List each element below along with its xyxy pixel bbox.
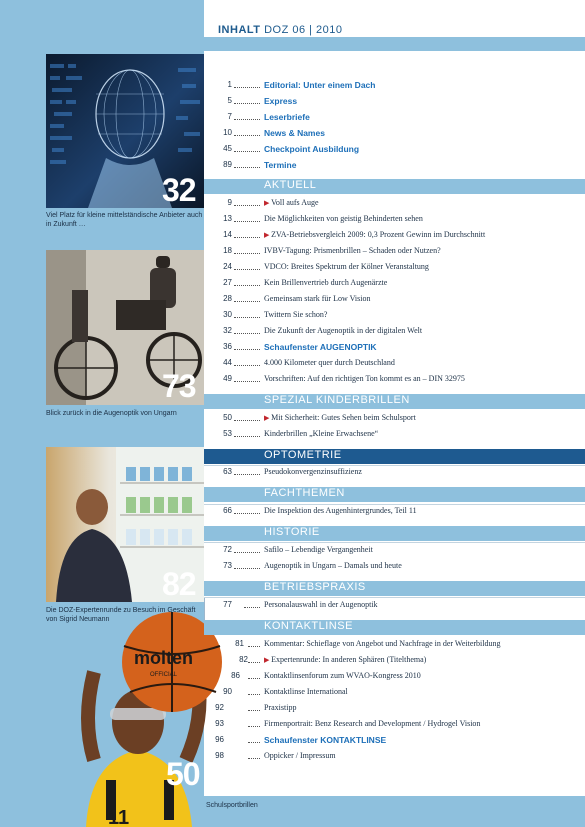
header-issue: DOZ 06 | 2010: [264, 24, 343, 36]
toc-title-text: Schaufenster AUGENOPTIK: [264, 342, 377, 352]
arrow-right-icon: ▶: [264, 231, 272, 239]
toc-title-text: Personalauswahl in der Augenoptik: [264, 600, 378, 609]
toc-title: [264, 545, 373, 554]
toc-title: [264, 751, 336, 760]
page-header: [218, 24, 343, 36]
toc-leader-dots: [234, 237, 260, 238]
toc-page-number: 63: [223, 467, 232, 476]
toc-title-text: Augenoptik in Ungarn – Damals und heute: [264, 561, 402, 570]
toc-page-number: 98: [215, 751, 224, 760]
toc-page-number: 92: [215, 703, 224, 712]
toc-title: [264, 639, 500, 648]
toc-entry[interactable]: [204, 687, 585, 703]
section-bar-optometrie: [204, 448, 585, 464]
section-title: SPEZIAL KINDERBRILLEN: [264, 394, 410, 406]
toc-title: [264, 198, 319, 207]
toc-entry[interactable]: [204, 655, 585, 671]
toc-title-text: Expertenrunde: In anderen Sphären (Titelthema): [271, 655, 427, 664]
toc-title: [264, 467, 362, 476]
toc-entry[interactable]: [204, 198, 585, 214]
toc-title: [264, 96, 297, 106]
photo-caption: Viel Platz für kleine mittelständische Anbieter auch in Zukunft …: [46, 212, 203, 228]
toc-title-text: Leserbriefe: [264, 112, 310, 122]
toc-leader-dots: [234, 301, 260, 302]
toc-leader-dots: [244, 607, 260, 608]
toc-title-text: Pseudokonvergenzinsuffizienz: [264, 467, 362, 476]
toc-page-number: 5: [227, 96, 232, 105]
toc-title: [264, 655, 426, 664]
toc-leader-dots: [234, 151, 260, 152]
section-bar-betriebspraxis: [204, 580, 585, 596]
section-bar-aktuell: [204, 178, 585, 194]
section-title: BETRIEBSPRAXIS: [264, 581, 366, 593]
toc-title: [264, 561, 402, 570]
toc-leader-dots: [234, 552, 260, 553]
toc-entry[interactable]: [204, 639, 585, 655]
toc-entry[interactable]: [204, 751, 585, 767]
toc-page-number: 28: [223, 294, 232, 303]
toc-page-number: 73: [223, 561, 232, 570]
toc-title: [264, 310, 327, 319]
toc-page-number: 27: [223, 278, 232, 287]
toc-leader-dots: [234, 135, 260, 136]
toc-page-number: 10: [223, 128, 232, 137]
toc-leader-dots: [234, 420, 260, 421]
toc-title: [264, 278, 387, 287]
toc-title: [264, 262, 429, 271]
ball-sub-text: OFFICIAL: [150, 672, 178, 678]
toc-leader-dots: [234, 87, 260, 88]
toc-page-number: 7: [227, 112, 232, 121]
toc-page-number: 18: [223, 246, 232, 255]
toc-title-text: Kommentar: Schieflage von Angebot und Nachfrage in der Weiterbildung: [264, 639, 501, 648]
toc-title: [264, 506, 417, 515]
toc-leader-dots: [234, 436, 260, 437]
toc-page-number: 53: [223, 429, 232, 438]
toc-leader-dots: [234, 221, 260, 222]
toc-page-number: 44: [223, 358, 232, 367]
toc-leader-dots: [248, 742, 260, 743]
toc-title: [264, 342, 377, 352]
photo-caption: Schulsportbrillen: [206, 802, 258, 809]
toc-title: [264, 80, 375, 90]
toc-leader-dots: [234, 285, 260, 286]
toc-leader-dots: [248, 710, 260, 711]
toc-title: [264, 735, 386, 745]
photo-caption: Blick zurück in die Augenoptik von Ungarn: [46, 410, 177, 417]
toc-title-text: Firmenportrait: Benz Research and Development / Hydrogel Vision: [264, 719, 481, 728]
toc-entry[interactable]: [204, 735, 585, 751]
photo-number: 82: [162, 566, 196, 602]
toc-leader-dots: [248, 726, 260, 727]
toc-leader-dots: [234, 333, 260, 334]
toc-entry[interactable]: [204, 561, 585, 577]
toc-title-text: VDCO: Breites Spektrum der Kölner Veranstaltung: [264, 262, 429, 271]
toc-leader-dots: [234, 119, 260, 120]
divider: [204, 504, 585, 505]
jersey-number: 11: [108, 807, 130, 827]
divider: [204, 597, 585, 598]
toc-title-text: Safilo – Lebendige Vergangenheit: [264, 545, 373, 554]
arrow-right-icon: ▶: [264, 414, 272, 422]
toc-page-number: 66: [223, 506, 232, 515]
ball-brand-text: molten: [134, 648, 194, 668]
toc-title: [264, 600, 378, 609]
toc-title-text: Kontaktlinsenforum zum WVAO-Kongress 2010: [264, 671, 421, 680]
toc-leader-dots: [234, 474, 260, 475]
toc-title: [264, 326, 422, 335]
toc-page-number: 72: [223, 545, 232, 554]
toc-leader-dots: [234, 103, 260, 104]
toc-title: [264, 112, 310, 122]
toc-page-number: 24: [223, 262, 232, 271]
photo-number: 50: [166, 756, 200, 792]
toc-title-text: Voll aufs Auge: [271, 198, 319, 207]
toc-entry[interactable]: [204, 506, 585, 522]
toc-page-number: 1: [227, 80, 232, 89]
toc-title: [264, 429, 378, 438]
toc-leader-dots: [248, 694, 260, 695]
toc-title-text: Kinderbrillen „Kleine Erwachsene“: [264, 429, 379, 438]
toc-leader-dots: [234, 167, 260, 168]
toc-entry[interactable]: [204, 160, 585, 176]
toc-entry[interactable]: [204, 719, 585, 735]
section-bar-spezial: [204, 393, 585, 409]
toc-title-text: Oppicker / Impressum: [264, 751, 336, 760]
toc-leader-dots: [234, 269, 260, 270]
toc-entry[interactable]: [204, 358, 585, 374]
toc-entry[interactable]: [204, 600, 585, 616]
toc-title: [264, 214, 423, 223]
toc-entry[interactable]: [204, 342, 585, 358]
arrow-right-icon: ▶: [264, 656, 272, 664]
toc-leader-dots: [234, 349, 260, 350]
toc-page-number: 13: [223, 214, 232, 223]
photo-number: 73: [162, 368, 196, 404]
toc-title: [264, 144, 359, 154]
toc-title: [264, 294, 370, 303]
toc-leader-dots: [234, 513, 260, 514]
toc-leader-dots: [248, 646, 260, 647]
toc-leader-dots: [248, 678, 260, 679]
toc-leader-dots: [234, 253, 260, 254]
toc-entry[interactable]: [204, 326, 585, 342]
toc-page-number: 86: [231, 671, 240, 680]
toc-page-number: 77: [223, 600, 232, 609]
toc-title: [264, 413, 416, 422]
toc-entry[interactable]: [204, 262, 585, 278]
toc-entry[interactable]: [204, 467, 585, 483]
section-title: AKTUELL: [264, 179, 317, 191]
toc-title-text: Express: [264, 96, 298, 106]
toc-entry[interactable]: [204, 128, 585, 144]
toc-page-number: 14: [223, 230, 232, 239]
toc-page-number: 49: [223, 374, 232, 383]
toc-entry[interactable]: [204, 144, 585, 160]
toc-entry[interactable]: [204, 246, 585, 262]
toc-title: [264, 703, 296, 712]
toc-entry[interactable]: [204, 80, 585, 96]
toc-title-text: Kontaktlinse International: [264, 687, 348, 696]
toc-leader-dots: [248, 758, 260, 759]
toc-title: [264, 230, 485, 239]
toc-page-number: 45: [223, 144, 232, 153]
toc-entry[interactable]: [204, 374, 585, 390]
section-title: FACHTHEMEN: [264, 487, 345, 499]
toc-entry[interactable]: [204, 310, 585, 326]
header-band: [204, 37, 585, 51]
toc-title-text: Schaufenster KONTAKTLINSE: [264, 735, 387, 745]
toc-leader-dots: [234, 568, 260, 569]
toc-page-number: 32: [223, 326, 232, 335]
toc-page-number: 50: [223, 413, 232, 422]
toc-page-number: 36: [223, 342, 232, 351]
section-bar-kontaktlinse: [204, 619, 585, 635]
toc-entry[interactable]: [204, 294, 585, 310]
toc-title-text: Die Inspektion des Augenhintergrundes, Teil 11: [264, 506, 417, 515]
toc-title-text: Kein Brillenvertrieb durch Augenärzte: [264, 278, 388, 287]
section-title: HISTORIE: [264, 526, 320, 538]
toc-title: [264, 358, 395, 367]
toc-title: [264, 246, 441, 255]
toc-title-text: 4.000 Kilometer quer durch Deutschland: [264, 358, 395, 367]
toc-page-number: 93: [215, 719, 224, 728]
toc-title: [264, 719, 480, 728]
toc-title-text: Die Zukunft der Augenoptik in der digitalen Welt: [264, 326, 423, 335]
photo-caption: Die DOZ-Expertenrunde zu Besuch im Geschäft von Sigrid Neumann: [46, 607, 196, 623]
section-title: OPTOMETRIE: [264, 449, 342, 461]
toc-page-number: 9: [227, 198, 232, 207]
toc-entry[interactable]: [204, 413, 585, 429]
toc-entry[interactable]: [204, 112, 585, 128]
toc-title: [264, 160, 296, 170]
toc-title: [264, 374, 465, 383]
toc-title-text: IVBV-Tagung: Prismenbrillen – Schaden oder Nutzen?: [264, 246, 441, 255]
section-bar-historie: [204, 525, 585, 541]
toc-title-text: Vorschriften: Auf den richtigen Ton kommt es an – DIN 32975: [264, 374, 465, 383]
toc-title: [264, 128, 325, 138]
divider: [204, 465, 585, 466]
toc-entry[interactable]: [204, 278, 585, 294]
toc-title-text: Editorial: Unter einem Dach: [264, 80, 376, 90]
toc-entry[interactable]: [204, 230, 585, 246]
toc-entry[interactable]: [204, 545, 585, 561]
toc-title: [264, 687, 348, 696]
toc-title-text: Mit Sicherheit: Gutes Sehen beim Schulsport: [271, 413, 416, 422]
toc-leader-dots: [234, 381, 260, 382]
section-bar-fachthemen: [204, 486, 585, 502]
toc-page-number: 81: [235, 639, 244, 648]
toc-entry[interactable]: [204, 429, 585, 445]
toc-title-text: Praxistipp: [264, 703, 297, 712]
toc-leader-dots: [248, 662, 260, 663]
toc-entry[interactable]: [204, 214, 585, 230]
toc-page-number: 30: [223, 310, 232, 319]
section-title: KONTAKTLINSE: [264, 620, 353, 632]
photo-number: 32: [162, 172, 196, 208]
header-section: INHALT: [218, 24, 261, 36]
toc-title: [264, 671, 421, 680]
toc-leader-dots: [234, 317, 260, 318]
toc-page-number: 89: [223, 160, 232, 169]
toc-title-text: Twittern Sie schon?: [264, 310, 328, 319]
toc-page-number: 82: [239, 655, 248, 664]
divider: [204, 542, 585, 543]
toc-entry[interactable]: [204, 671, 585, 687]
toc-title-text: ZVA-Betriebsvergleich 2009: 0,3 Prozent Gewinn im Durchschnitt: [271, 230, 486, 239]
toc-title-text: Termine: [264, 160, 297, 170]
toc-title-text: Checkpoint Ausbildung: [264, 144, 360, 154]
toc-entry[interactable]: [204, 96, 585, 112]
toc-title-text: Gemeinsam stark für Low Vision: [264, 294, 371, 303]
toc-title-text: Die Möglichkeiten von geistig Behinderten sehen: [264, 214, 423, 223]
toc-leader-dots: [234, 205, 260, 206]
toc-page-number: 90: [223, 687, 232, 696]
toc-page-number: 96: [215, 735, 224, 744]
toc-leader-dots: [234, 365, 260, 366]
toc-title-text: News & Names: [264, 128, 325, 138]
toc-entry[interactable]: [204, 703, 585, 719]
arrow-right-icon: ▶: [264, 199, 272, 207]
